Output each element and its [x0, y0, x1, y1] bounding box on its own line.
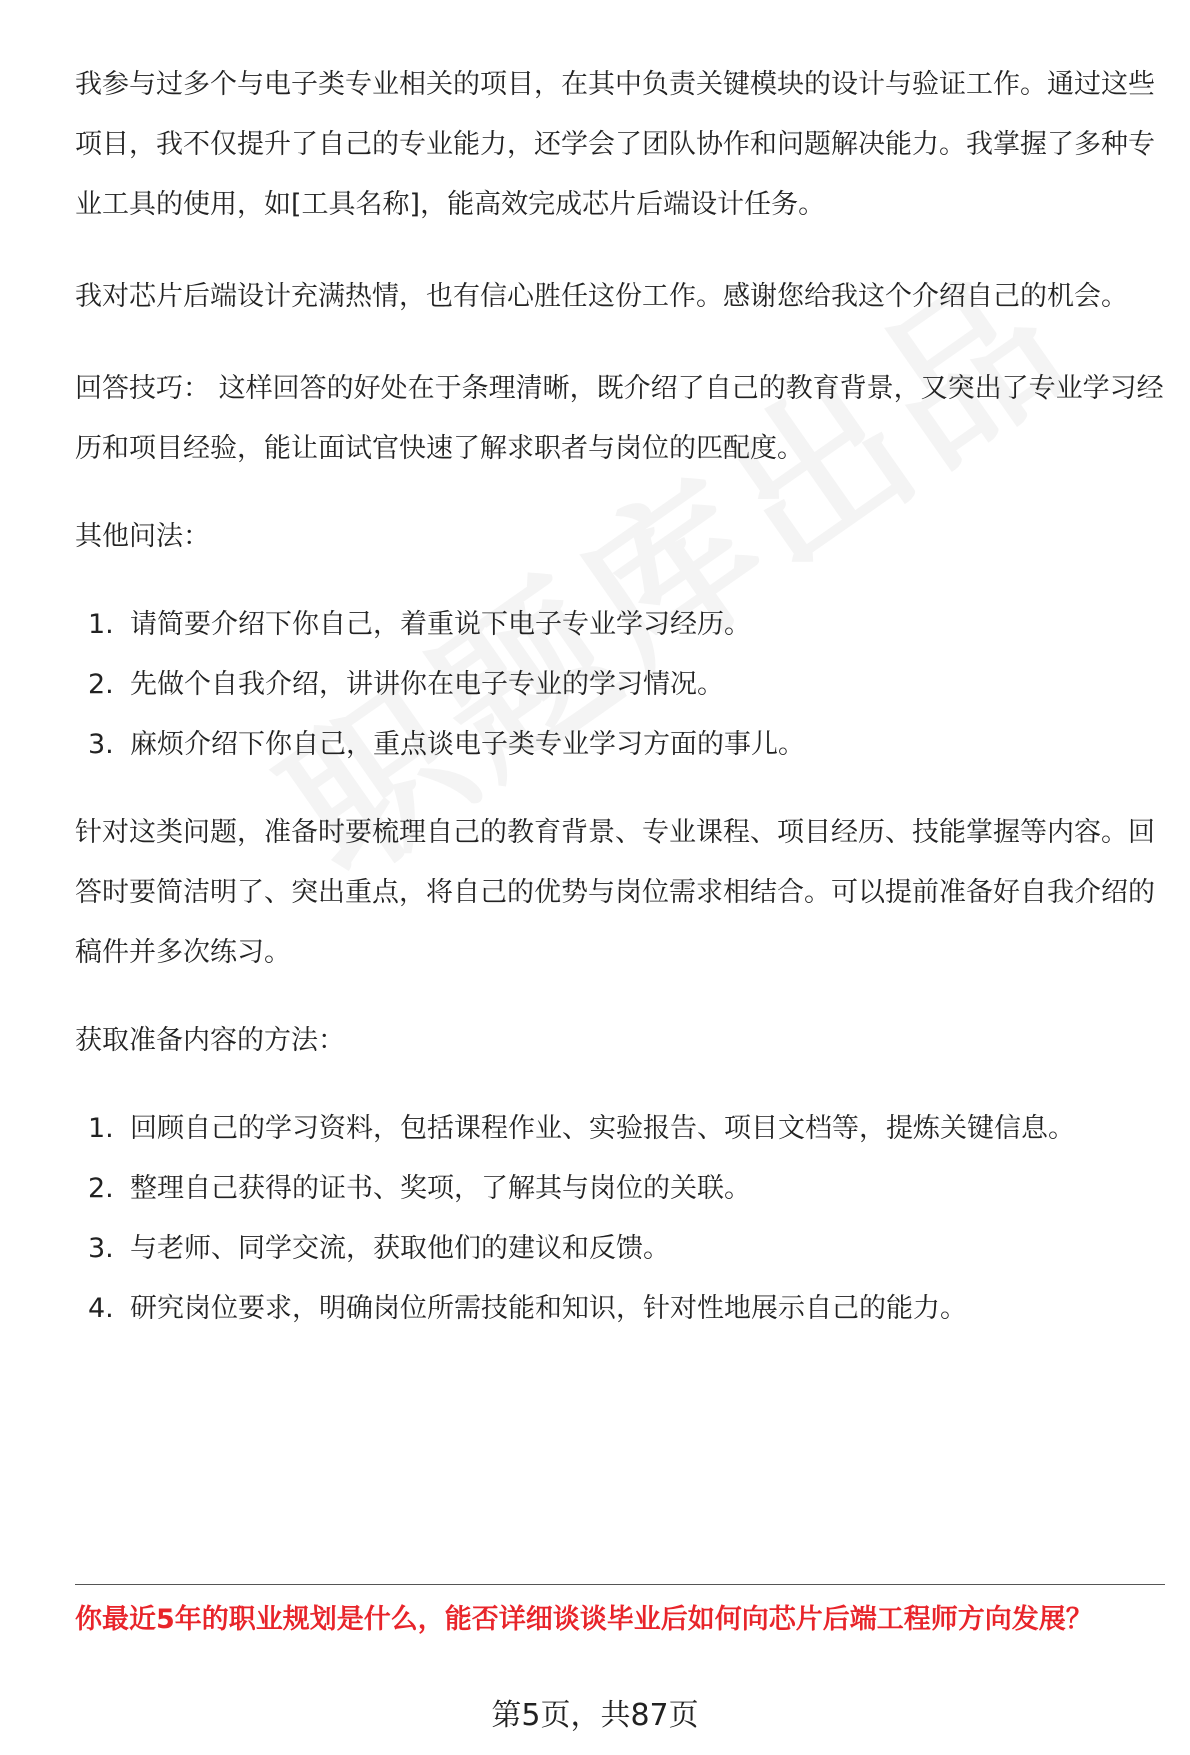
list-item: 2. 先做个自我介绍，讲讲你在电子专业的学习情况。: [88, 669, 724, 700]
next-question-heading: 你最近5年的职业规划是什么，能否详细谈谈毕业后如何向芯片后端工程师方向发展？: [75, 1604, 1093, 1635]
page-number: 第5页，共87页: [491, 1698, 699, 1733]
paragraph-projects: 我参与过多个与电子类专业相关的项目，在其中负责关键模块的设计与验证工作。通过这些项目，我不仅提升了自己的专业能力，还学会了团队协作和问题解决能力。我掌握了多种专业工具的使用，如[工具名称]，能高效完成芯片后端设计任务。: [75, 69, 1155, 220]
heading-methods: 获取准备内容的方法：: [75, 1025, 345, 1056]
paragraph-closing: 我对芯片后端设计充满热情，也有信心胜任这份工作。感谢您给我这个介绍自己的机会。: [75, 281, 1128, 312]
paragraph-answer-tips: 回答技巧： 这样回答的好处在于条理清晰，既介绍了自己的教育背景，又突出了专业学习经历和项目经验，能让面试官快速了解求职者与岗位的匹配度。: [75, 373, 1164, 464]
list-item: 1. 请简要介绍下你自己，着重说下电子专业学习经历。: [88, 609, 751, 640]
list-item: 4. 研究岗位要求，明确岗位所需技能和知识，针对性地展示自己的能力。: [88, 1293, 967, 1324]
list-item: 1. 回顾自己的学习资料，包括课程作业、实验报告、项目文档等，提炼关键信息。: [88, 1113, 1075, 1144]
list-item: 3. 与老师、同学交流，获取他们的建议和反馈。: [88, 1233, 670, 1264]
list-item: 2. 整理自己获得的证书、奖项，了解其与岗位的关联。: [88, 1173, 751, 1204]
list-item: 3. 麻烦介绍下你自己，重点谈电子类专业学习方面的事儿。: [88, 729, 805, 760]
paragraph-preparation: 针对这类问题，准备时要梳理自己的教育背景、专业课程、项目经历、技能掌握等内容。回答时要简洁明了、突出重点，将自己的优势与岗位需求相结合。可以提前准备好自我介绍的稿件并多次练习。: [75, 817, 1155, 968]
document-body: [75, 55, 1165, 1339]
divider: [75, 1584, 1165, 1585]
other-questions-list: [75, 595, 1165, 775]
heading-other-questions: 其他问法：: [75, 521, 210, 552]
methods-list: [75, 1099, 1165, 1339]
